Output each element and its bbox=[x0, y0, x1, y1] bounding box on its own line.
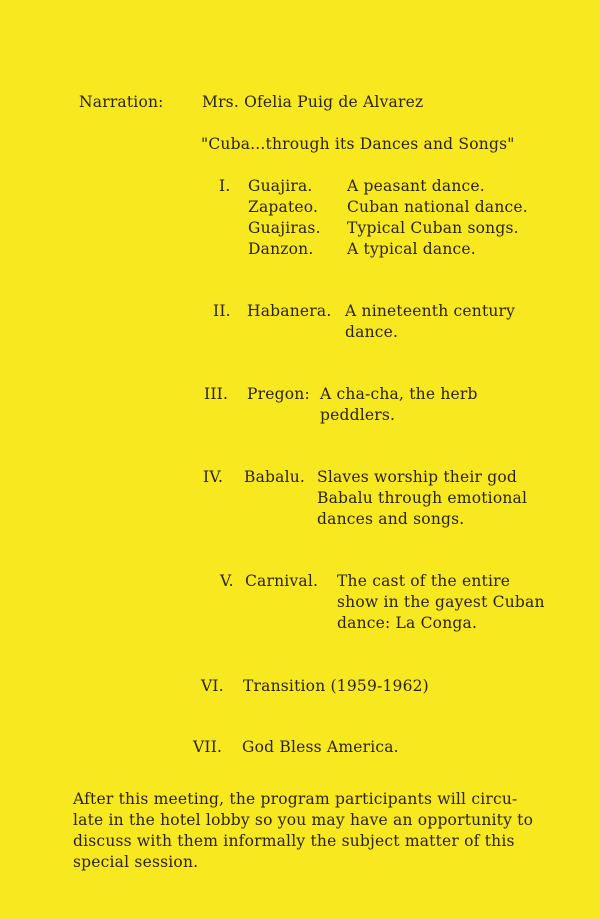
section-4-name: Babalu. bbox=[244, 468, 306, 486]
section-1-item-name: Danzon. bbox=[248, 240, 314, 258]
section-1-item-name: Guajiras. bbox=[248, 219, 321, 237]
section-numeral-6: VI. bbox=[201, 677, 224, 695]
section-4-description-line: Babalu through emotional bbox=[317, 489, 528, 507]
section-1-item-description: Cuban national dance. bbox=[347, 198, 528, 216]
section-5-description-line: show in the gayest Cuban bbox=[337, 593, 545, 611]
section-4-description-line: dances and songs. bbox=[317, 510, 465, 528]
section-3-description-line: peddlers. bbox=[320, 406, 396, 424]
section-4-description-line: Slaves worship their god bbox=[317, 468, 518, 486]
narration-label: Narration: bbox=[79, 93, 164, 111]
closing-line: special session. bbox=[73, 853, 199, 871]
section-numeral-7: VII. bbox=[193, 738, 223, 756]
section-numeral-1: I. bbox=[219, 177, 231, 195]
section-2-description-line: A nineteenth century bbox=[345, 302, 516, 320]
section-3-name: Pregon: bbox=[247, 385, 310, 403]
closing-line: After this meeting, the program participants will circu- bbox=[73, 790, 518, 808]
section-1-item-name: Zapateo. bbox=[248, 198, 319, 216]
closing-line: discuss with them informally the subject matter of this bbox=[73, 832, 515, 850]
section-7-name: God Bless America. bbox=[242, 738, 399, 756]
program-title: "Cuba...through its Dances and Songs" bbox=[201, 135, 515, 153]
narrator-name: Mrs. Ofelia Puig de Alvarez bbox=[202, 93, 424, 111]
section-5-name: Carnival. bbox=[245, 572, 319, 590]
section-3-description-line: A cha-cha, the herb bbox=[320, 385, 478, 403]
section-2-name: Habanera. bbox=[247, 302, 332, 320]
section-2-description-line: dance. bbox=[345, 323, 399, 341]
section-numeral-3: III. bbox=[204, 385, 229, 403]
closing-line: late in the hotel lobby so you may have an opportunity to bbox=[73, 811, 534, 829]
section-numeral-4: IV. bbox=[203, 468, 224, 486]
section-5-description-line: dance: La Conga. bbox=[337, 614, 478, 632]
section-numeral-5: V. bbox=[220, 572, 234, 590]
section-1-item-description: A typical dance. bbox=[347, 240, 476, 258]
section-1-item-description: Typical Cuban songs. bbox=[347, 219, 519, 237]
closing-paragraph bbox=[73, 789, 553, 873]
section-1-item-description: A peasant dance. bbox=[347, 177, 485, 195]
section-6-name: Transition (1959-1962) bbox=[243, 677, 429, 695]
section-numeral-2: II. bbox=[213, 302, 231, 320]
section-5-description-line: The cast of the entire bbox=[337, 572, 511, 590]
section-1-item-name: Guajira. bbox=[248, 177, 313, 195]
